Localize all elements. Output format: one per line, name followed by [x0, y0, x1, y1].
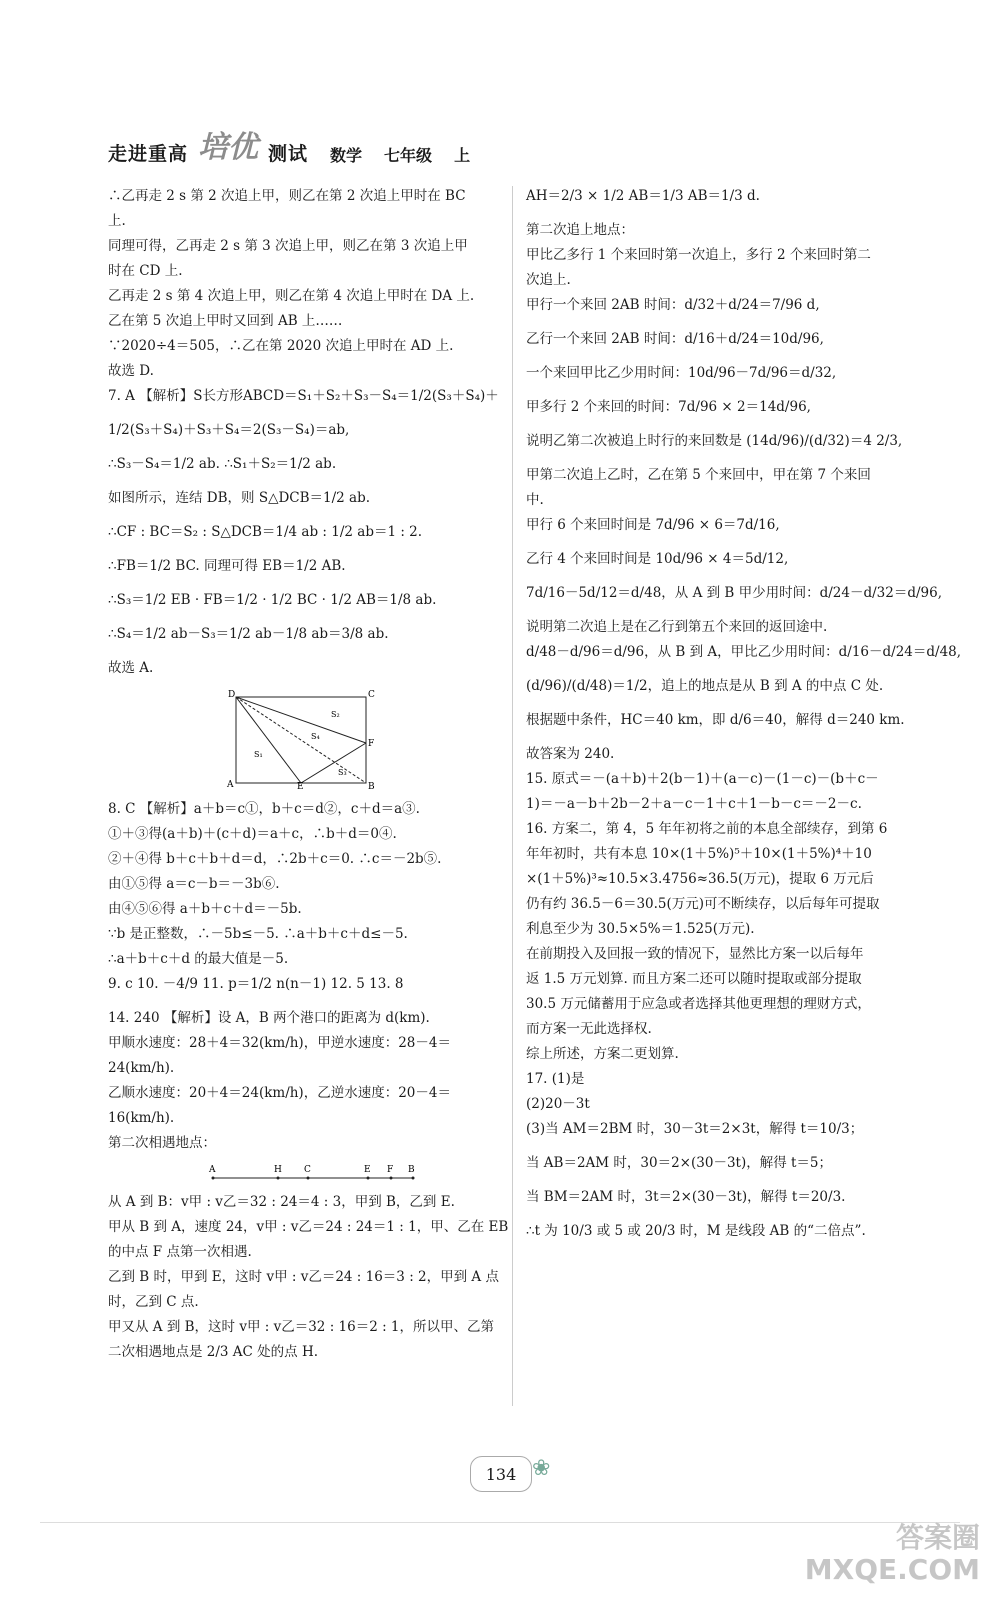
text-line: 时在 CD 上. [108, 263, 183, 279]
text-line: 7d/16－5d/12＝d/48，从 A 到 B 甲少用时间：d/24－d/32＝d/96, [526, 585, 943, 601]
fig-label-f: F [368, 739, 375, 749]
text-line: 甲行一个来回 2AB 时间：d/32＋d/24＝7/96 d, [526, 297, 820, 313]
text-line: 仍有约 36.5－6＝30.5(万元)可不断续存，以后每年可提取 [526, 896, 880, 912]
text-line: d/48－d/96＝d/96，从 B 到 A，甲比乙少用时间：d/16－d/24＝d/48, [526, 644, 962, 660]
text-line: 30.5 万元储蓄用于应急或者选择其他更理想的理财方式， [526, 996, 871, 1012]
text-line: (2)20－3t [526, 1096, 590, 1112]
fig-label-d: D [228, 690, 236, 700]
left-text-block-2 [108, 799, 500, 1154]
text-line: AH＝2/3 × 1/2 AB＝1/3 AB＝1/3 d. [526, 188, 760, 204]
text-line: ∴FB＝1/2 BC. 同理可得 EB＝1/2 AB. [108, 558, 346, 574]
text-line: 8. C 【解析】a＋b＝c①，b＋c＝d②，c＋d＝a③. [108, 801, 420, 817]
text-line: 16(km/h). [108, 1110, 175, 1126]
text-line: 甲比乙多行 1 个来回时第一次追上，多行 2 个来回时第二 [526, 247, 871, 263]
text-line: 时，乙到 C 点. [108, 1294, 199, 1310]
text-line: 甲第二次追上乙时，乙在第 5 个来回中，甲在第 7 个来回 [526, 467, 871, 483]
text-line: 的中点 F 点第一次相遇. [108, 1244, 252, 1260]
text-line: 1/2(S₃＋S₄)＋S₃＋S₄＝2(S₃－S₄)＝ab, [108, 422, 350, 438]
page-number: 134 [470, 1456, 532, 1492]
text-line: 甲行 6 个来回时间是 7d/96 × 6＝7d/16, [526, 517, 780, 533]
text-line: ∵b 是正整数，∴－5b≤－5. ∴a＋b＋c＋d≤－5. [108, 926, 408, 942]
fig-label-s2: S₂ [331, 710, 340, 719]
text-line: 14. 240 【解析】设 A，B 两个港口的距离为 d(km). [108, 1010, 430, 1026]
text-line: 由①⑤得 a＝c－b＝－3b⑥. [108, 876, 280, 892]
text-line: ∵2020÷4＝505，∴乙在第 2020 次追上甲时在 AD 上. [108, 338, 454, 354]
text-line: 利息至少为 30.5×5%＝1.525(万元). [526, 921, 755, 937]
text-line: 说明第二次追上是在乙行到第五个来回的返回途中. [526, 619, 828, 635]
text-line: 乙再走 2 s 第 4 次追上甲，则乙在第 4 次追上甲时在 DA 上. [108, 288, 475, 304]
text-line: 故选 A. [108, 660, 154, 676]
fig-label-b: B [368, 782, 375, 789]
text-line: 同理可得，乙再走 2 s 第 3 次追上甲，则乙在第 3 次追上甲 [108, 238, 468, 254]
text-line: 9. c 10. －4/9 11. p＝1/2 n(n－1) 12. 5 13. 8 [108, 976, 404, 992]
text-line: 年年初时，共有本息 10×(1＋5%)⁵＋10×(1＋5%)⁴＋10 [526, 846, 872, 862]
header-grade: 七年级 [384, 146, 433, 165]
text-line: 乙顺水速度：20＋4＝24(km/h)，乙逆水速度：20－4＝ [108, 1085, 451, 1101]
column-divider [512, 186, 513, 1406]
text-line: (3)当 AM＝2BM 时，30－3t＝2×3t，解得 t＝10/3； [526, 1121, 864, 1137]
geometry-figure [226, 689, 376, 789]
numline-label-h: H [274, 1165, 282, 1175]
header-volume: 上 [454, 146, 471, 165]
text-line: 故选 D. [108, 363, 154, 379]
right-column [526, 186, 962, 1246]
text-line: 一个来回甲比乙少用时间：10d/96－7d/96＝d/32, [526, 365, 837, 381]
text-line: 次追上. [526, 272, 571, 288]
left-column [108, 186, 509, 1376]
text-line: 乙到 B 时，甲到 E，这时 v甲 : v乙＝24 : 16＝3 : 2，甲到 A 点 [108, 1269, 499, 1285]
left-text-block-3 [108, 1192, 509, 1363]
text-line: 乙行一个来回 2AB 时间：d/16＋d/24＝10d/96, [526, 331, 824, 347]
text-line: 1)＝－a－b＋2b－2＋a－c－1＋c＋1－b－c＝－2－c. [526, 796, 862, 812]
text-line: 第二次相遇地点： [108, 1135, 216, 1151]
numline-label-f: F [387, 1165, 394, 1175]
text-line: ∴S₃＝1/2 EB · FB＝1/2 · 1/2 BC · 1/2 AB＝1/8 ab. [108, 592, 437, 608]
fig-label-a: A [227, 780, 234, 789]
text-line: ②＋④得 b＋c＋b＋d＝d，∴2b＋c＝0. ∴c＝－2b⑤. [108, 851, 442, 867]
text-line: ∴CF : BC＝S₂ : S△DCB＝1/4 ab : 1/2 ab＝1 : 2. [108, 524, 423, 540]
text-line: 16. 方案二，第 4，5 年年初将之前的本息全部续存，到第 6 [526, 821, 888, 837]
text-line: (d/96)/(d/48)＝1/2，追上的地点是从 B 到 A 的中点 C 处. [526, 678, 884, 694]
text-line: ×(1＋5%)³≈10.5×3.4756≈36.5(万元)，提取 6 万元后 [526, 871, 874, 887]
numline-label-e: E [364, 1165, 371, 1175]
text-line: 甲从 B 到 A，速度 24，v甲 : v乙＝24 : 24＝1 : 1，甲、乙在 EB [108, 1219, 509, 1235]
text-line: 二次相遇地点是 2/3 AC 处的点 H. [108, 1344, 319, 1360]
text-line: 如图所示，连结 DB，则 S△DCB＝1/2 ab. [108, 490, 371, 506]
text-line: ①＋③得(a＋b)＋(c＋d)＝a＋c，∴b＋d＝0④. [108, 826, 397, 842]
number-line [208, 1162, 418, 1184]
text-line: 第二次追上地点： [526, 222, 634, 238]
left-text-block-1 [108, 186, 500, 679]
text-line: 故答案为 240. [526, 746, 615, 762]
text-line: 上. [108, 213, 126, 229]
text-line: 由④⑤⑥得 a＋b＋c＋d＝－5b. [108, 901, 302, 917]
fig-label-s3: S₃ [338, 768, 347, 777]
book-header [108, 118, 470, 166]
header-title-b: 测试 [268, 143, 309, 165]
fig-label-s4: S₄ [311, 732, 320, 741]
fig-label-e: E [297, 782, 304, 789]
text-line: 说明乙第二次被追上时行的来回数是 (14d/96)/(d/32)＝4 2/3, [526, 433, 903, 449]
text-line: 17. (1)是 [526, 1071, 585, 1087]
watermark-line-2: MXQE.COM [804, 1553, 980, 1586]
numline-label-b: B [408, 1165, 415, 1175]
numline-label-c: C [304, 1165, 311, 1175]
text-line: ∴a＋b＋c＋d 的最大值是－5. [108, 951, 289, 967]
text-line: 在前期投入及回报一致的情况下，显然比方案一以后每年 [526, 946, 864, 962]
text-line: 中. [526, 492, 544, 508]
text-line: 综上所述，方案二更划算. [526, 1046, 679, 1062]
text-line: 甲顺水速度：28＋4＝32(km/h)，甲逆水速度：28－4＝ [108, 1035, 451, 1051]
text-line: 返 1.5 万元划算. 而且方案二还可以随时提取或部分提取 [526, 971, 862, 987]
header-title-big: 培优 [198, 130, 259, 165]
text-line: 乙行 4 个来回时间是 10d/96 × 4＝5d/12, [526, 551, 789, 567]
text-line: 7. A 【解析】S长方形ABCD＝S₁＋S₂＋S₃－S₄＝1/2(S₃＋S₄)＋ [108, 388, 499, 404]
text-line: 从 A 到 B：v甲 : v乙＝32 : 24＝4 : 3，甲到 B，乙到 E. [108, 1194, 455, 1210]
header-title-a: 走进重高 [108, 143, 189, 165]
text-line: 当 BM＝2AM 时，3t＝2×(30－3t)，解得 t＝20/3. [526, 1189, 846, 1205]
text-line: ∴t 为 10/3 或 5 或 20/3 时，M 是线段 AB 的“二倍点”. [526, 1223, 866, 1239]
text-line: 甲多行 2 个来回的时间：7d/96 × 2＝14d/96, [526, 399, 811, 415]
text-line: 根据题中条件，HC＝40 km，即 d/6＝40，解得 d＝240 km. [526, 712, 905, 728]
fig-label-s1: S₁ [254, 750, 263, 759]
text-line: ∴S₃－S₄＝1/2 ab. ∴S₁＋S₂＝1/2 ab. [108, 456, 337, 472]
text-line: 而方案一无此选择权. [526, 1021, 652, 1037]
numline-label-a: A [209, 1165, 216, 1175]
flower-icon: ❀ [532, 1456, 551, 1481]
fig-label-c: C [368, 690, 375, 700]
watermark [805, 1522, 980, 1586]
text-line: 当 AB＝2AM 时，30＝2×(30－3t)，解得 t＝5； [526, 1155, 833, 1171]
text-line: 甲又从 A 到 B，这时 v甲 : v乙＝32 : 16＝2 : 1，所以甲、乙第 [108, 1319, 495, 1335]
text-line: 乙在第 5 次追上甲时又回到 AB 上…… [108, 313, 343, 329]
header-subject: 数学 [330, 146, 363, 165]
text-line: 15. 原式＝－(a＋b)＋2(b－1)＋(a－c)－(1－c)－(b＋c－ [526, 771, 879, 787]
text-line: ∴S₄＝1/2 ab－S₃＝1/2 ab－1/8 ab＝3/8 ab. [108, 626, 389, 642]
text-line: ∴乙再走 2 s 第 2 次追上甲，则乙在第 2 次追上甲时在 BC [108, 188, 466, 204]
watermark-line-1: 答案圈 [895, 1521, 980, 1554]
text-line: 24(km/h). [108, 1060, 175, 1076]
